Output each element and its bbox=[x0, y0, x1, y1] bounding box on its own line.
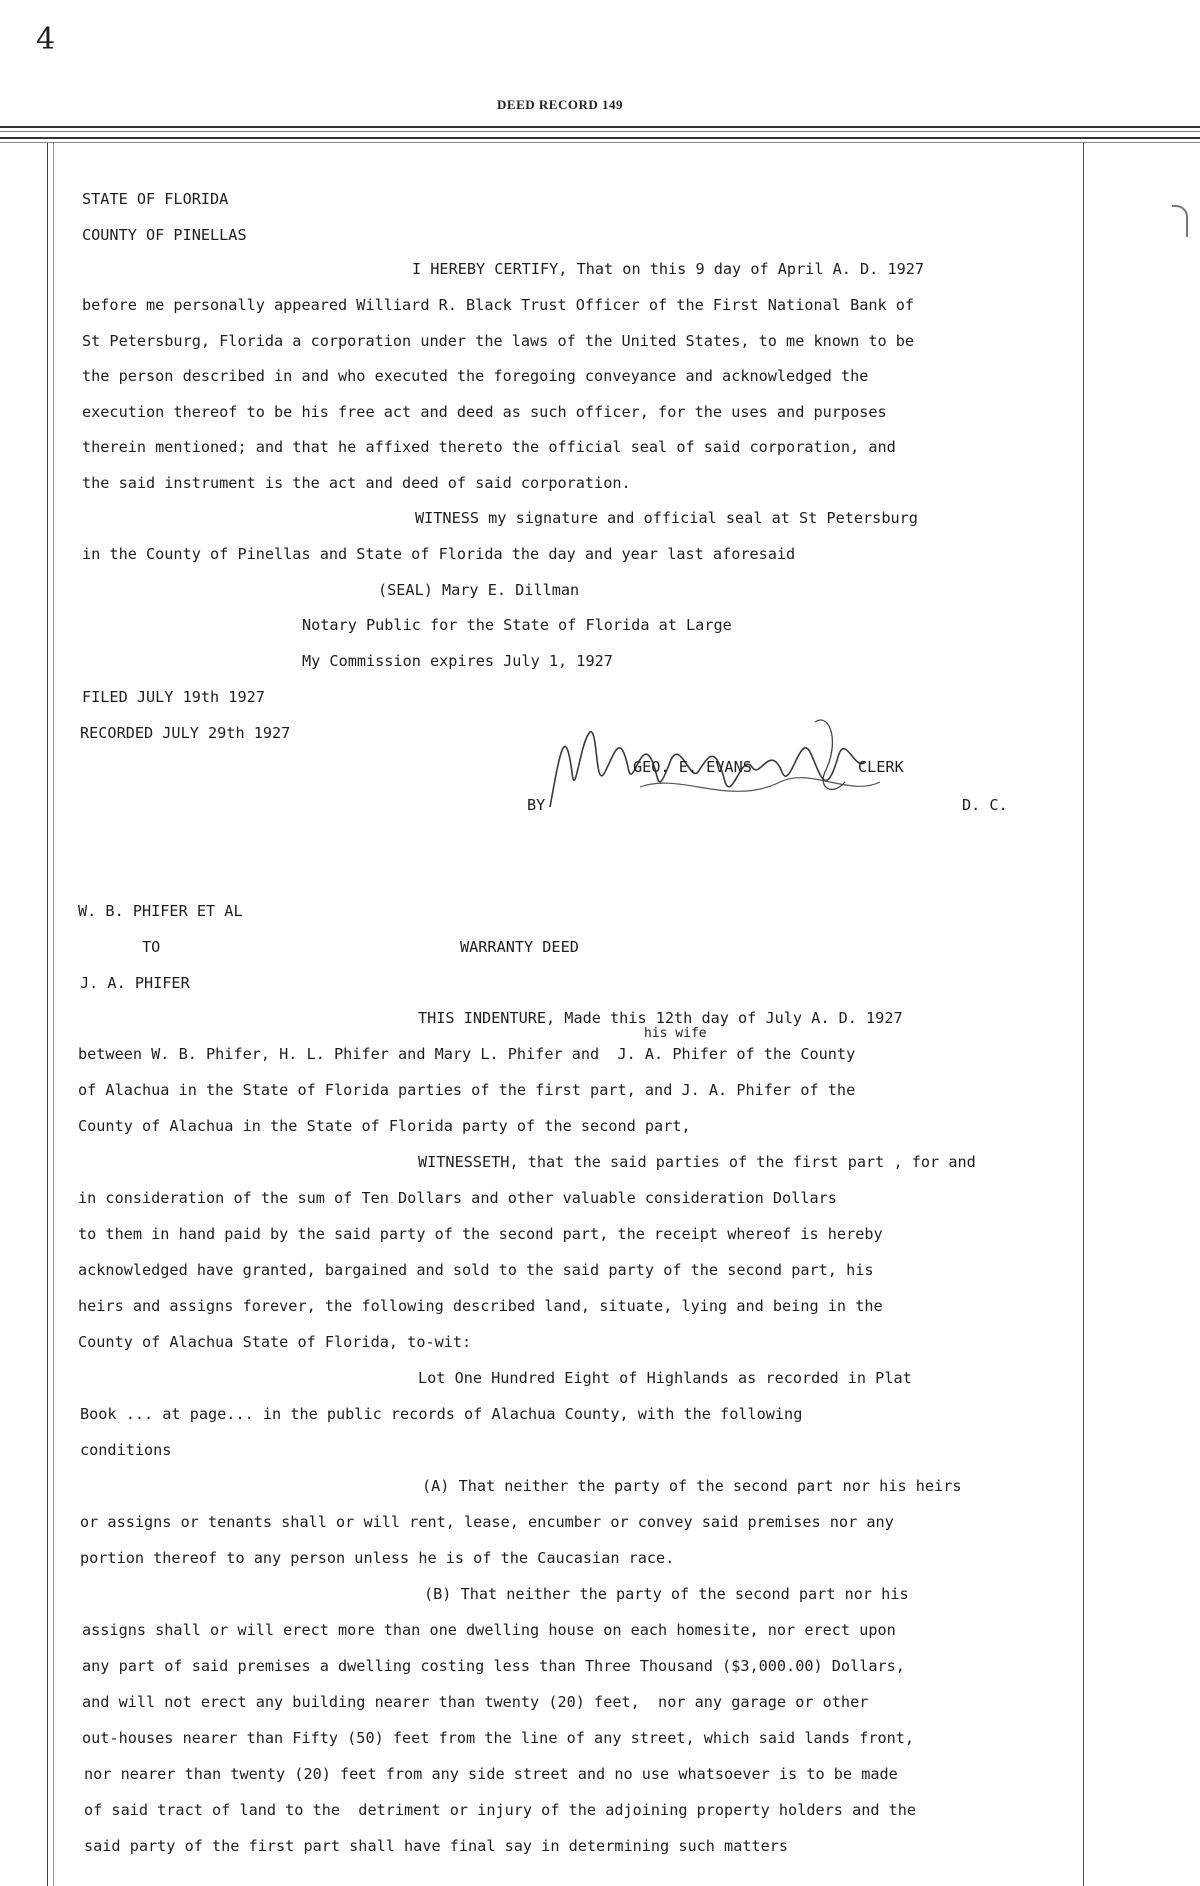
deed-line: out-houses nearer than Fifty (50) feet from the line of any street, which said lands front, bbox=[82, 1729, 915, 1747]
recorded-date: RECORDED JULY 29th 1927 bbox=[80, 724, 291, 742]
deed-line: nor nearer than twenty (20) feet from any side street and no use whatsoever is to be made bbox=[84, 1765, 898, 1783]
notary-seal-line: (SEAL) Mary E. Dillman bbox=[378, 581, 580, 599]
deed-line: said party of the first part shall have final say in determining such matters bbox=[84, 1837, 789, 1855]
deed-line: any part of said premises a dwelling costing less than Three Thousand ($3,000.00) Dollars, bbox=[82, 1657, 905, 1675]
deed-line: acknowledged have granted, bargained and sold to the said party of the second part, his bbox=[78, 1261, 874, 1279]
ack-line: the said instrument is the act and deed of said corporation. bbox=[82, 474, 631, 492]
deed-line: portion thereof to any person unless he is of the Caucasian race. bbox=[80, 1549, 675, 1567]
header-rule bbox=[0, 126, 1200, 128]
ack-line: WITNESS my signature and official seal at St Petersburg bbox=[415, 509, 918, 527]
deed-line: WITNESSETH, that the said parties of the first part , for and bbox=[418, 1153, 976, 1171]
deed-line: County of Alachua in the State of Florida party of the second part, bbox=[78, 1117, 691, 1135]
deed-line: conditions bbox=[80, 1441, 172, 1459]
header-rule bbox=[0, 142, 1200, 143]
header-rule bbox=[0, 131, 1200, 132]
ack-line: in the County of Pinellas and State of Florida the day and year last aforesaid bbox=[82, 545, 796, 563]
deed-line: Lot One Hundred Eight of Highlands as recorded in Plat bbox=[418, 1369, 912, 1387]
book-title: DEED RECORD 149 bbox=[497, 97, 623, 112]
grantee-heading: J. A. PHIFER bbox=[80, 974, 190, 992]
ack-line: I HEREBY CERTIFY, That on this 9 day of April A. D. 1927 bbox=[412, 260, 925, 278]
deed-line: between W. B. Phifer, H. L. Phifer and Mary L. Phifer and J. A. Phifer of the County bbox=[78, 1045, 856, 1063]
deed-line: assigns shall or will erect more than one dwelling house on each homesite, nor erect upon bbox=[82, 1621, 896, 1639]
clerk-title: CLERK bbox=[858, 758, 904, 776]
deputy-clerk-label: D. C. bbox=[962, 796, 1008, 814]
left-margin-rule bbox=[47, 143, 48, 1886]
ack-line: before me personally appeared Williard R. Black Trust Officer of the First National Bank of bbox=[82, 296, 915, 314]
deed-line: and will not erect any building nearer than twenty (20) feet, nor any garage or other bbox=[82, 1693, 869, 1711]
deed-line: County of Alachua State of Florida, to-wit: bbox=[78, 1333, 472, 1351]
to-heading: TO bbox=[142, 938, 161, 956]
deed-type-heading: WARRANTY DEED bbox=[460, 938, 579, 956]
header-rule bbox=[0, 137, 1200, 139]
deed-line: Book ... at page... in the public records of Alachua County, with the following bbox=[80, 1405, 803, 1423]
by-label: BY bbox=[527, 796, 546, 814]
ack-line: St Petersburg, Florida a corporation under the laws of the United States, to me known to be bbox=[82, 332, 915, 350]
county-heading: COUNTY OF PINELLAS bbox=[82, 226, 247, 244]
right-margin-rule bbox=[1083, 143, 1084, 1886]
deed-line: to them in hand paid by the said party of the second part, the receipt whereof is hereby bbox=[78, 1225, 883, 1243]
ack-line: therein mentioned; and that he affixed thereto the official seal of said corporation, and bbox=[82, 438, 896, 456]
clerk-name: GEO. E. EVANS bbox=[633, 758, 752, 776]
filed-date: FILED JULY 19th 1927 bbox=[82, 688, 265, 706]
deed-line: or assigns or tenants shall or will rent, lease, encumber or convey said premises nor any bbox=[80, 1513, 894, 1531]
deed-line: (B) That neither the party of the second part nor his bbox=[424, 1585, 909, 1603]
notary-title-line: Notary Public for the State of Florida at Large bbox=[302, 616, 732, 634]
page-number: 4 bbox=[36, 22, 56, 57]
ack-line: execution thereof to be his free act and deed as such officer, for the uses and purposes bbox=[82, 403, 887, 421]
ack-line: the person described in and who executed the foregoing conveyance and acknowledged the bbox=[82, 367, 869, 385]
left-margin-rule bbox=[53, 143, 54, 1886]
grantor-heading: W. B. PHIFER ET AL bbox=[78, 902, 243, 920]
page-edge-mark bbox=[1172, 205, 1188, 237]
commission-line: My Commission expires July 1, 1927 bbox=[302, 652, 613, 670]
interlineation: his wife bbox=[644, 1026, 707, 1041]
deed-line: heirs and assigns forever, the following described land, situate, lying and being in the bbox=[78, 1297, 883, 1315]
deed-line: in consideration of the sum of Ten Dollars and other valuable consideration Dollars bbox=[78, 1189, 837, 1207]
deed-line: of said tract of land to the detriment or injury of the adjoining property holders and the bbox=[84, 1801, 917, 1819]
state-heading: STATE OF FLORIDA bbox=[82, 190, 229, 208]
deed-line: of Alachua in the State of Florida parties of the first part, and J. A. Phifer of the bbox=[78, 1081, 856, 1099]
deed-line: THIS INDENTURE, Made this 12th day of July A. D. 1927 bbox=[418, 1009, 903, 1027]
deed-line: (A) That neither the party of the second part nor his heirs bbox=[422, 1477, 962, 1495]
